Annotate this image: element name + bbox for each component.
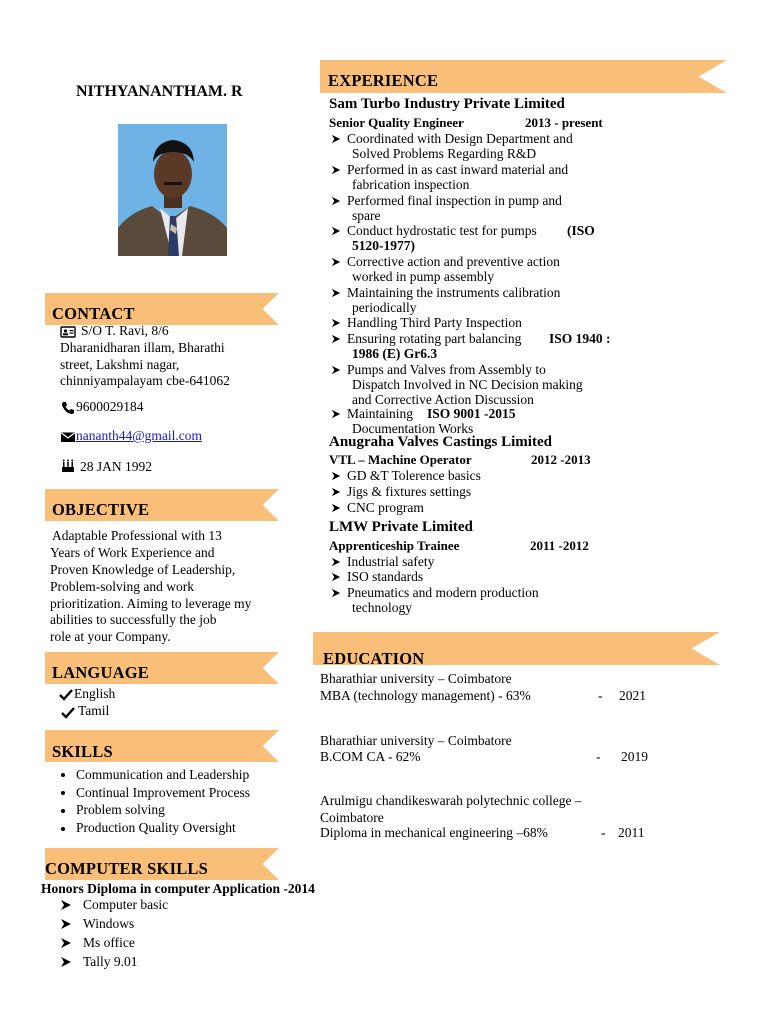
experience-bullet-text: technology — [352, 600, 412, 615]
education-dash: - — [598, 688, 603, 703]
address-line: street, Lakshmi nagar, — [60, 357, 180, 372]
computer-skill-item: Tally 9.01 — [83, 954, 138, 969]
experience-bullet-text: Ensuring rotating part balancing — [347, 331, 522, 346]
arrow-bullet-icon — [331, 487, 341, 497]
company-name: LMW Private Limited — [329, 519, 473, 535]
education-institution-city: Coimbatore — [320, 810, 384, 825]
contact-title: CONTACT — [52, 304, 135, 323]
computer-skill-item: Ms office — [83, 935, 135, 950]
objective-line: Problem-solving and work — [50, 579, 194, 594]
experience-bullet-text: Pneumatics and modern production — [347, 585, 539, 600]
objective-line: role at your Company. — [50, 629, 171, 644]
arrow-bullet-icon — [331, 557, 341, 567]
arrow-bullet-icon — [60, 899, 72, 911]
experience-bullet-text: ISO standards — [347, 569, 424, 584]
language-item: Tamil — [78, 703, 110, 718]
education-title: EDUCATION — [323, 649, 425, 668]
job-period: 2013 - present — [525, 115, 603, 130]
language-title: LANGUAGE — [52, 663, 149, 682]
arrow-bullet-icon — [331, 503, 341, 513]
objective-line: Adaptable Professional with 13 — [52, 528, 222, 543]
experience-bullet-text: Coordinated with Design Department and — [347, 131, 573, 146]
education-degree: Diploma in mechanical engineering –68% — [320, 825, 548, 840]
education-year: 2021 — [619, 688, 646, 703]
company-name: Anugraha Valves Castings Limited — [329, 434, 552, 450]
objective-title: OBJECTIVE — [52, 500, 150, 519]
job-period: 2011 -2012 — [530, 538, 589, 553]
email-link[interactable]: nananth44@gmail.com — [76, 428, 203, 443]
address-line: chinniyampalayam cbe-641062 — [60, 373, 230, 388]
education-institution: Bharathiar university – Coimbatore — [320, 733, 512, 748]
arrow-bullet-icon — [331, 318, 341, 328]
job-role: VTL – Machine Operator — [329, 452, 472, 467]
experience-bullet-text: 5120-1977) — [352, 238, 415, 253]
experience-bullet-text: (ISO — [567, 223, 595, 238]
bullet-dot — [61, 791, 65, 795]
bullet-dot — [61, 773, 65, 777]
experience-bullet-text: Dispatch Involved in NC Decision making — [352, 377, 583, 392]
checkmark-icon — [61, 706, 75, 720]
experience-bullet-text: periodically — [352, 300, 417, 315]
job-period: 2012 -2013 — [531, 452, 591, 467]
objective-line: prioritization. Aiming to leverage my — [50, 596, 252, 611]
experience-bullet-text: CNC program — [347, 500, 424, 515]
skill-item: Problem solving — [76, 802, 165, 817]
job-role: Apprenticeship Trainee — [329, 538, 460, 553]
skill-item: Communication and Leadership — [76, 767, 250, 782]
arrow-bullet-icon — [331, 226, 341, 236]
experience-bullet-text: spare — [352, 208, 381, 223]
education-degree: MBA (technology management) - 63% — [320, 688, 531, 703]
experience-bullet-text: Performed in as cast inward material and — [347, 162, 569, 177]
education-degree: B.COM CA - 62% — [320, 749, 421, 764]
date-of-birth: 28 JAN 1992 — [80, 459, 153, 474]
arrow-bullet-icon — [331, 165, 341, 175]
cake-icon — [60, 458, 76, 474]
experience-bullet-text: fabrication inspection — [352, 177, 470, 192]
phone-number: 9600029184 — [76, 399, 144, 414]
arrow-bullet-icon — [331, 471, 341, 481]
experience-bullet-text: Corrective action and preventive action — [347, 254, 560, 269]
envelope-icon — [60, 429, 76, 445]
candidate-name: NITHYANANTHAM. R — [76, 83, 243, 100]
experience-bullet-text: ISO 9001 -2015 — [427, 406, 516, 421]
arrow-bullet-icon — [331, 409, 341, 419]
skill-item: Continual Improvement Process — [76, 785, 250, 800]
experience-bullet-text: ISO 1940 : — [549, 331, 611, 346]
experience-bullet-text: Maintaining — [347, 406, 413, 421]
arrow-bullet-icon — [331, 257, 341, 267]
arrow-bullet-icon — [331, 134, 341, 144]
arrow-bullet-icon — [331, 588, 341, 598]
arrow-bullet-icon — [60, 937, 72, 949]
experience-bullet-text: Solved Problems Regarding R&D — [352, 146, 537, 161]
arrow-bullet-icon — [331, 334, 341, 344]
arrow-bullet-icon — [60, 956, 72, 968]
experience-bullet-text: Conduct hydrostatic test for pumps — [347, 223, 537, 238]
address-line: S/O T. Ravi, 8/6 — [81, 323, 169, 338]
skills-title: SKILLS — [52, 742, 113, 761]
experience-title: EXPERIENCE — [328, 71, 439, 90]
computer-skill-item: Windows — [83, 916, 135, 931]
experience-bullet-text: 1986 (E) Gr6.3 — [352, 346, 438, 361]
computer-skills-title: COMPUTER SKILLS — [45, 859, 208, 878]
arrow-bullet-icon — [60, 918, 72, 930]
computer-skill-item: Computer basic — [83, 897, 169, 912]
arrow-bullet-icon — [331, 288, 341, 298]
education-institution: Arulmigu chandikeswarah polytechnic college – — [320, 793, 582, 808]
experience-bullet-text: Documentation Works — [352, 421, 474, 436]
experience-bullet-text: Maintaining the instruments calibration — [347, 285, 561, 300]
experience-bullet-text: worked in pump assembly — [352, 269, 495, 284]
profile-photo — [118, 124, 227, 256]
phone-icon — [60, 400, 76, 416]
education-year: 2019 — [621, 749, 648, 764]
experience-bullet-text: Pumps and Valves from Assembly to — [347, 362, 546, 377]
arrow-bullet-icon — [331, 572, 341, 582]
education-institution: Bharathiar university – Coimbatore — [320, 671, 512, 686]
computer-skills-subtitle: Honors Diploma in computer Application -2014 — [41, 881, 315, 896]
experience-bullet-text: Jigs & fixtures settings — [347, 484, 472, 499]
experience-bullet-text: GD &T Tolerence basics — [347, 468, 481, 483]
education-year: 2011 — [618, 825, 645, 840]
bullet-dot — [61, 809, 65, 813]
job-role: Senior Quality Engineer — [329, 115, 464, 130]
skill-item: Production Quality Oversight — [76, 820, 236, 835]
objective-line: abilities to successfully the job — [50, 612, 217, 627]
objective-line: Years of Work Experience and — [50, 545, 215, 560]
objective-line: Proven Knowledge of Leadership, — [50, 562, 236, 577]
experience-bullet-text: Performed final inspection in pump and — [347, 193, 562, 208]
bullet-dot — [61, 827, 65, 831]
checkmark-icon — [59, 688, 73, 702]
experience-bullet-text: and Corrective Action Discussion — [352, 392, 534, 407]
arrow-bullet-icon — [331, 196, 341, 206]
company-name: Sam Turbo Industry Private Limited — [329, 96, 565, 112]
arrow-bullet-icon — [331, 365, 341, 375]
education-dash: - — [601, 825, 606, 840]
language-item: English — [74, 686, 116, 701]
experience-bullet-text: Industrial safety — [347, 554, 435, 569]
experience-bullet-text: Handling Third Party Inspection — [347, 315, 522, 330]
id-card-icon — [60, 324, 76, 340]
education-dash: - — [596, 749, 601, 764]
address-line: Dharanidharan illam, Bharathi — [60, 340, 225, 355]
